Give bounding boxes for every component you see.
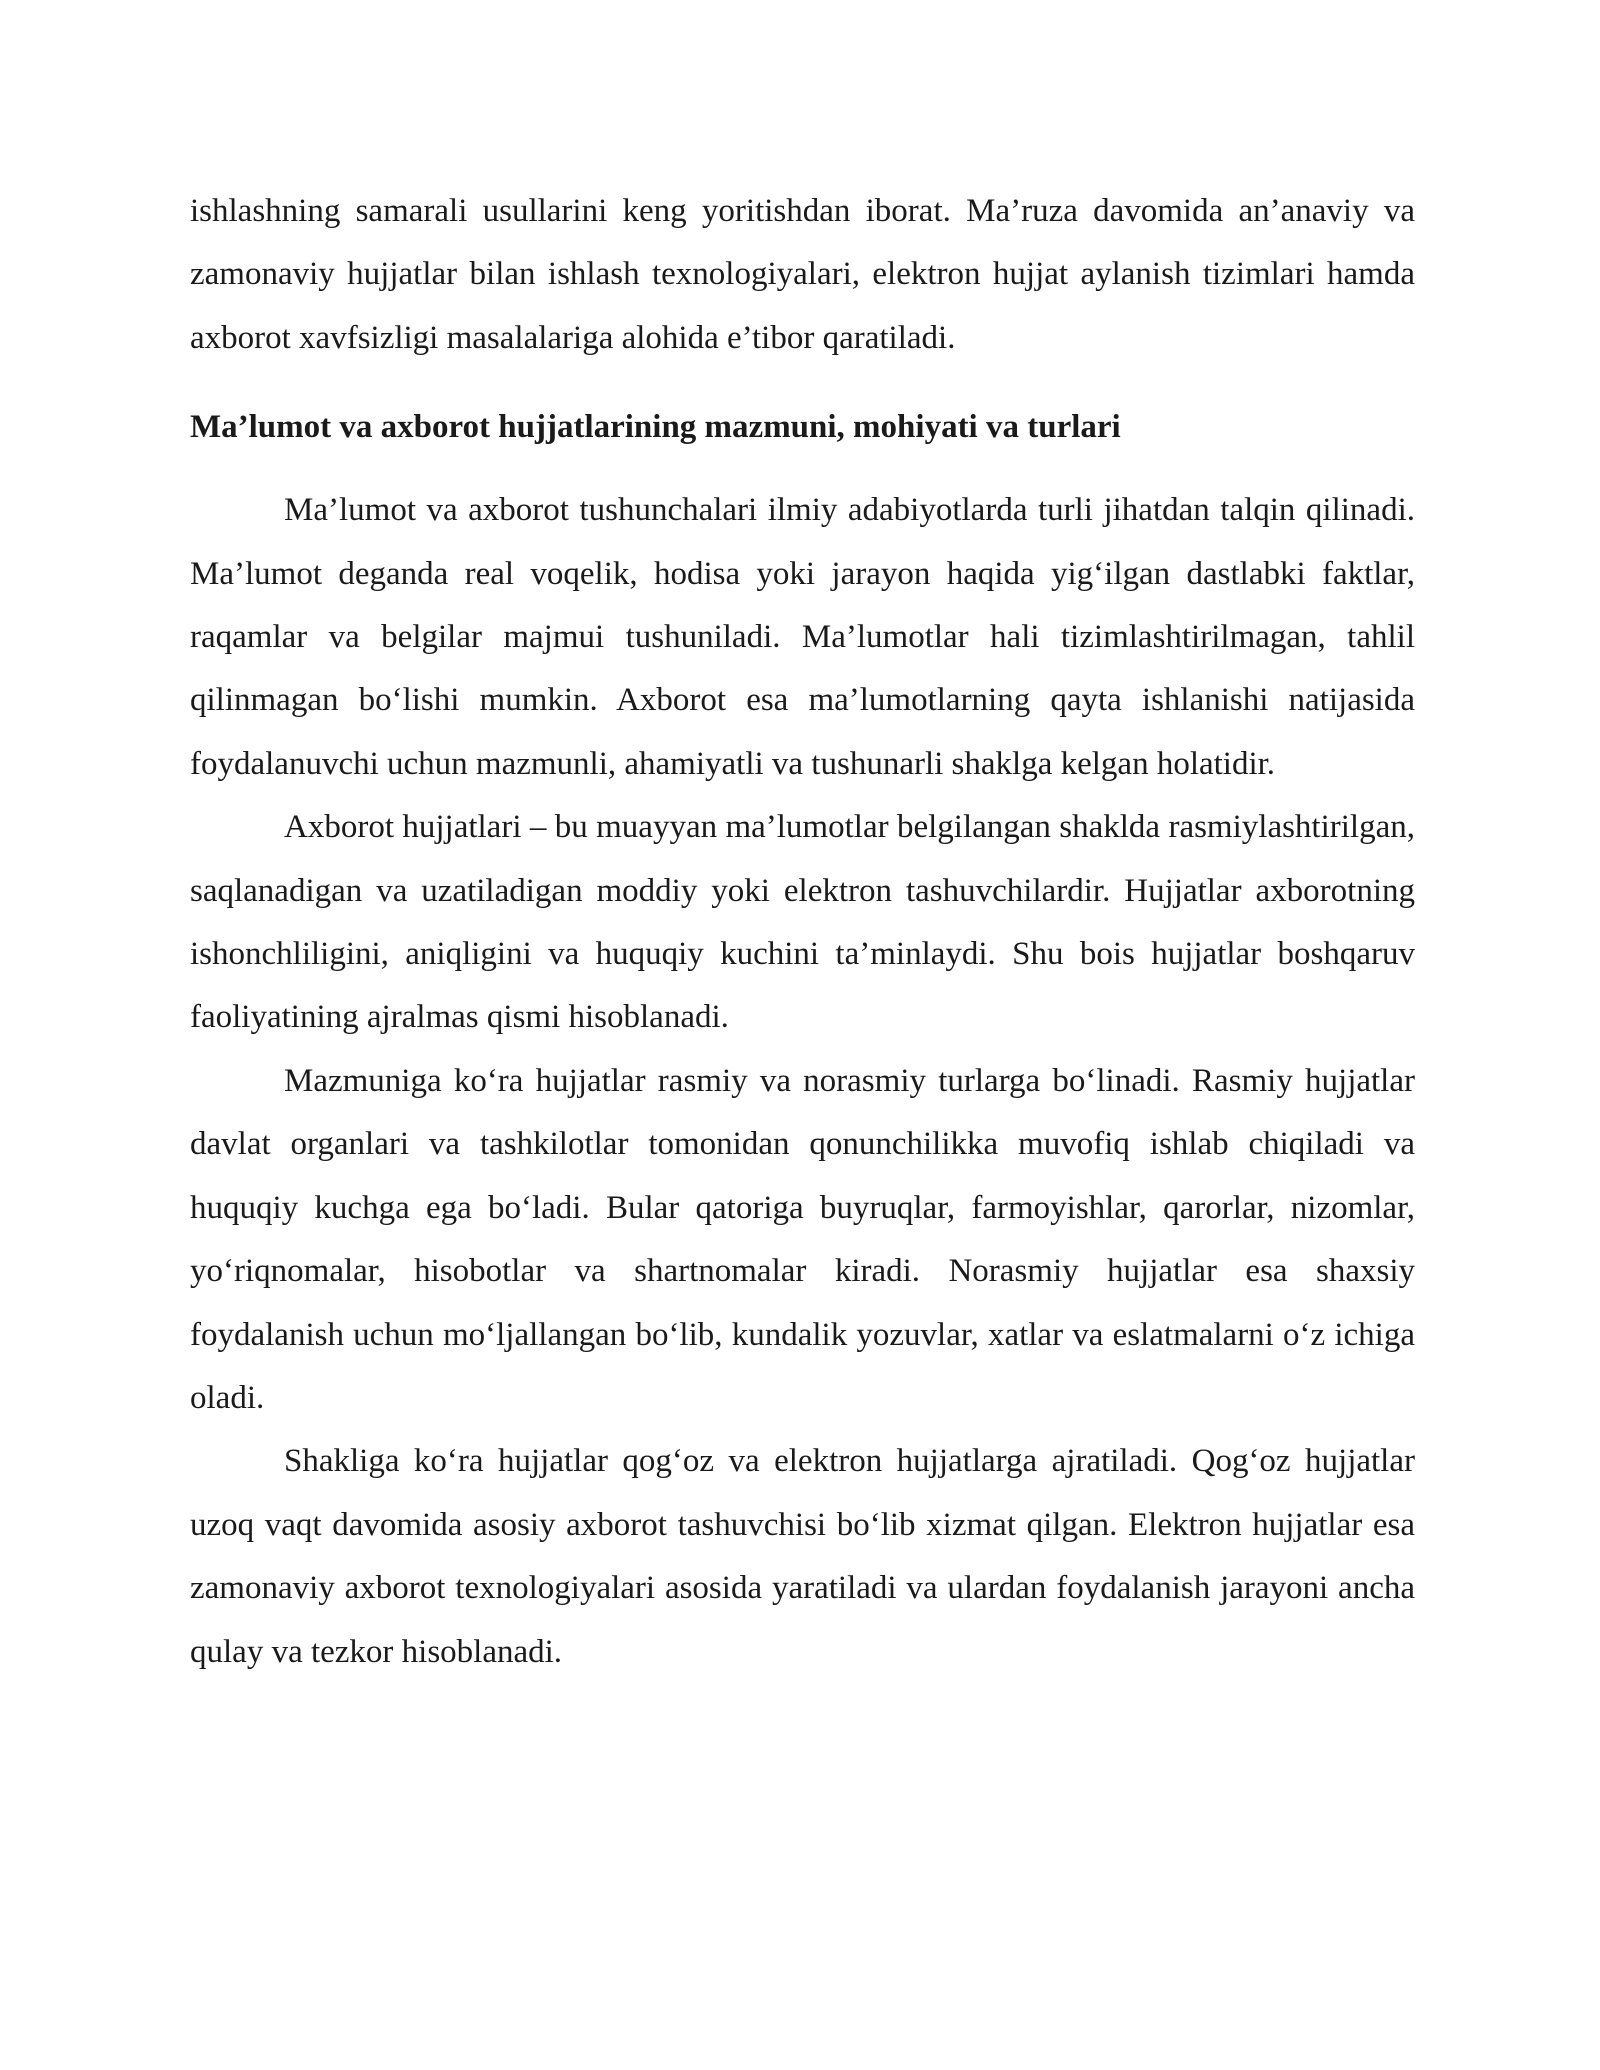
paragraph-4: Shakliga ko‘ra hujjatlar qog‘oz va elektron hujjatlarga ajratiladi. Qog‘oz hujjatlar uzoq vaqt davomida asosiy axborot tashuvchisi bo‘lib xizmat qilgan. Elektron hujjatlar esa zamonaviy axborot texnologiyalari asosida yaratiladi va ulardan foydalanish jarayoni ancha qulay va tezkor hisoblanadi.: [190, 1443, 1415, 1670]
paragraph-1: Ma’lumot va axborot tushunchalari ilmiy adabiyotlarda turli jihatdan talqin qilinadi. Ma’lumot deganda real voqelik, hodisa yoki jarayon haqida yig‘ilgan dastlabki faktlar, raqamlar va belgilar majmui tushuniladi. Ma’lumotlar hali tizimlashtirilmagan, tahlil qilinmagan bo‘lishi mumkin. Axborot esa ma’lumotlarning qayta ishlanishi natijasida foydalanuvchi uchun mazmunli, ahamiyatli va tushunarli shaklga kelgan holatidir.: [190, 492, 1415, 782]
document-body: [190, 180, 1415, 1684]
paragraph-2: Axborot hujjatlari – bu muayyan ma’lumotlar belgilangan shaklda rasmiylashtirilgan, saqlanadigan va uzatiladigan moddiy yoki elektron tashuvchilardir. Hujjatlar axborotning ishonchliligini, aniqligini va huquqiy kuchini ta’minlaydi. Shu bois hujjatlar boshqaruv faoliyatining ajralmas qismi hisoblanadi.: [190, 809, 1415, 1036]
intro-paragraph: ishlashning samarali usullarini keng yoritishdan iborat. Ma’ruza davomida an’anaviy va zamonaviy hujjatlar bilan ishlash texnologiyalari, elektron hujjat aylanish tizimlari hamda axborot xavfsizligi masalalariga alohida e’tibor qaratiladi.: [190, 193, 1415, 356]
paragraph-3: Mazmuniga ko‘ra hujjatlar rasmiy va norasmiy turlarga bo‘linadi. Rasmiy hujjatlar davlat organlari va tashkilotlar tomonidan qonunchilikka muvofiq ishlab chiqiladi va huquqiy kuchga ega bo‘ladi. Bular qatoriga buyruqlar, farmoyishlar, qarorlar, nizomlar, yo‘riqnomalar, hisobotlar va shartnomalar kiradi. Norasmiy hujjatlar esa shaxsiy foydalanish uchun mo‘ljallangan bo‘lib, kundalik yozuvlar, xatlar va eslatmalarni o‘z ichiga oladi.: [190, 1062, 1415, 1416]
section-heading: Ma’lumot va axborot hujjatlarining mazmuni, mohiyati va turlari: [190, 409, 1121, 446]
